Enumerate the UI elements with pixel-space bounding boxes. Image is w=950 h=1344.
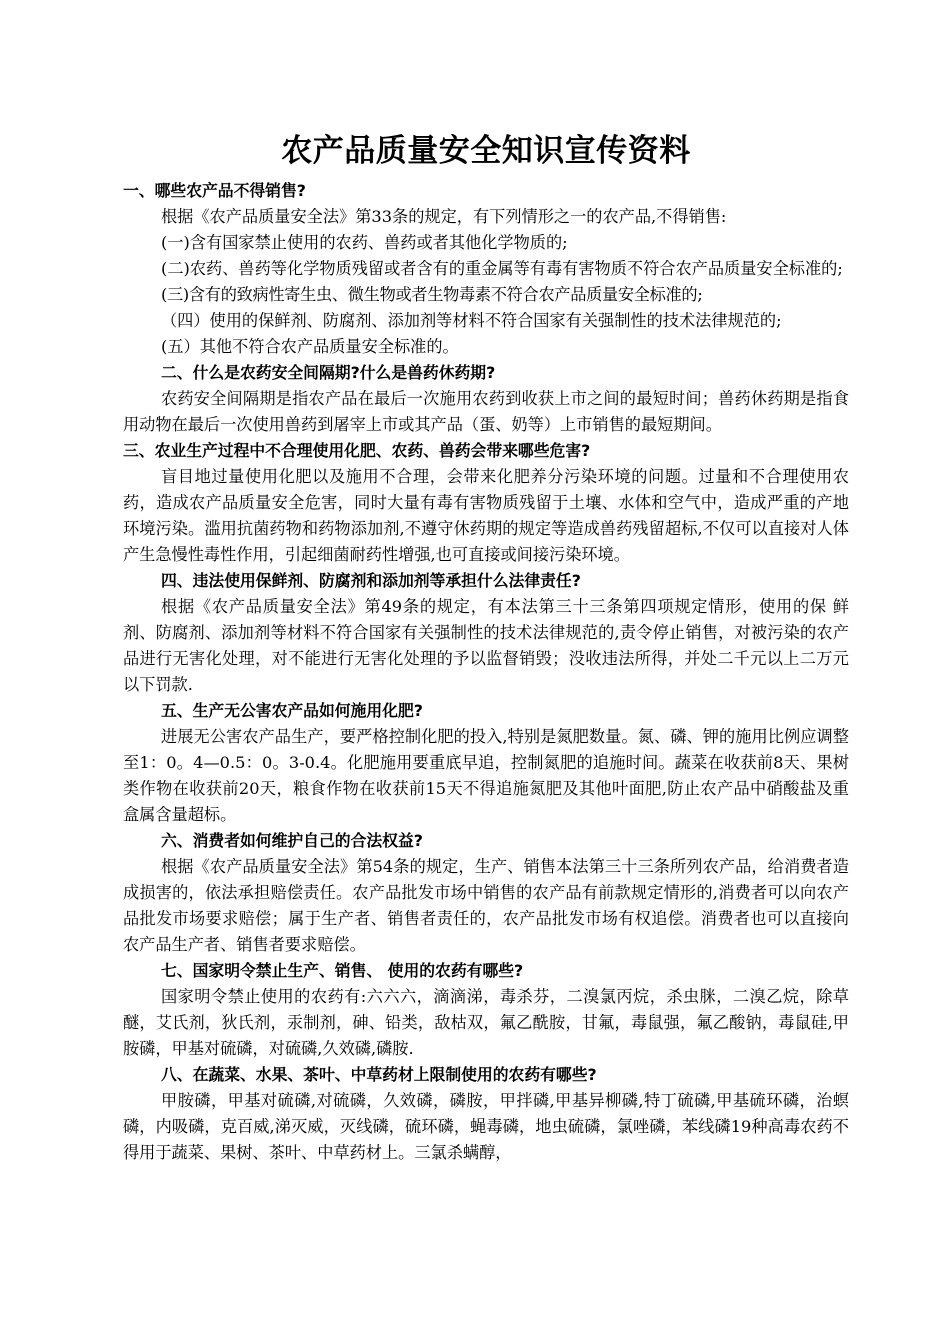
section-8-paragraph-1: 甲胺磷，甲基对硫磷,对硫磷，久效磷，磷胺，甲拌磷,甲基异柳磷,特丁硫磷,甲基硫环磷，治螟磷，内吸磷，克百威,涕灭威，灭线磷，硫环磷，蝇毒磷，地虫硫磷，氯唑磷，苯线磷19种高毒农药不得用于蔬菜、果树、茶叶、中草药材上。三氯杀螨醇，: [123, 1091, 849, 1162]
section-heading-6: 六、消费者如何维护自己的合法权益?: [161, 831, 423, 850]
section-heading-3: 三、农业生产过程中不合理使用化肥、农药、兽药会带来哪些危害?: [123, 441, 591, 460]
document-page: [123, 128, 849, 1166]
section-heading-1: 一、哪些农产品不得销售?: [123, 181, 306, 200]
section-heading-7: 七、国家明令禁止生产、销售、 使用的农药有哪些?: [161, 961, 524, 980]
section-2-paragraph-1: 农药安全间隔期是指农产品在最后一次施用农药到收获上市之间的最短时间；兽药休药期是指食用动物在最后一次使用兽药到屠宰上市或其产品（蛋、奶等）上市销售的最短期间。: [123, 389, 849, 434]
section-1-item-2: (二)农药、兽药等化学物质残留或者含有的重金属等有毒有害物质不符合农产品质量安全标准的;: [161, 259, 843, 278]
section-1-paragraph-1: 根据《农产品质量安全法》第33条的规定，有下列情形之一的农产品,不得销售:: [161, 207, 727, 226]
section-1-item-4: （四）使用的保鲜剂、防腐剂、添加剂等材料不符合国家有关强制性的技术法律规范的;: [161, 311, 782, 330]
section-6-paragraph-1: 根据《农产品质量安全法》第54条的规定，生产、销售本法第三十三条所列农产品，给消费者造成损害的，依法承担赔偿责任。农产品批发市场中销售的农产品有前款规定情形的,消费者可以向农产品批发市场要求赔偿；属于生产者、销售者责任的，农产品批发市场有权追偿。消费者也可以直接向农产品生产者、销售者要求赔偿。: [123, 857, 849, 954]
section-heading-5: 五、生产无公害农产品如何施用化肥?: [161, 701, 423, 720]
section-1-item-5: (五）其他不符合农产品质量安全标准的。: [161, 337, 459, 356]
section-heading-2: 二、什么是农药安全间隔期?什么是兽药休药期?: [161, 363, 496, 382]
document-title: 农产品质量安全知识宣传资料: [281, 133, 691, 169]
section-3-paragraph-1: 盲目地过量使用化肥以及施用不合理，会带来化肥养分污染环境的问题。过量和不合理使用农药，造成农产品质量安全危害，同时大量有毒有害物质残留于土壤、水体和空气中，造成严重的产地环境污染。滥用抗菌药物和药物添加剂,不遵守休药期的规定等造成兽药残留超标,不仅可以直接对人体产生急慢性毒性作用，引起细菌耐药性增强,也可直接或间接污染环境。: [123, 467, 849, 564]
section-heading-8: 八、在蔬菜、水果、茶叶、中草药材上限制使用的农药有哪些?: [161, 1065, 597, 1084]
section-1-item-3: (三)含有的致病性寄生虫、微生物或者生物毒素不符合农产品质量安全标准的;: [161, 285, 703, 304]
section-1-item-1: (一)含有国家禁止使用的农药、兽药或者其他化学物质的;: [161, 233, 568, 252]
section-4-paragraph-1: 根据《农产品质量安全法》第49条的规定，有本法第三十三条第四项规定情形，使用的保 鲜剂、防腐剂、添加剂等材料不符合国家有关强制性的技术法律规范的,责令停止销售，对被污染的农产品进行无害化处理，对不能进行无害化处理的予以监督销毁；没收违法所得，并处二千元以上二万元以下罚款.: [123, 597, 849, 694]
section-5-paragraph-1: 进展无公害农产品生产，要严格控制化肥的投入,特别是氮肥数量。氮、磷、钾的施用比例应调整至1：0。4—0.5：0。3-0.4。化肥施用要重底早追，控制氮肥的追施时间。蔬菜在收获前8天、果树类作物在收获前20天，粮食作物在收获前15天不得追施氮肥及其他叶面肥,防止农产品中硝酸盐及重盒属含量超标。: [123, 727, 849, 824]
section-heading-4: 四、违法使用保鲜剂、防腐剂和添加剂等承担什么法律责任?: [161, 571, 581, 590]
section-7-paragraph-1: 国家明令禁止使用的农药有:六六六，滴滴涕，毒杀芬，二溴氯丙烷，杀虫脒，二溴乙烷，除草醚，艾氏剂，狄氏剂，汞制剂，砷、铅类，敌枯双，氟乙酰胺，甘氟，毒鼠强，氟乙酸钠，毒鼠硅,甲胺磷，甲基对硫磷，对硫磷,久效磷,磷胺.: [123, 987, 849, 1058]
